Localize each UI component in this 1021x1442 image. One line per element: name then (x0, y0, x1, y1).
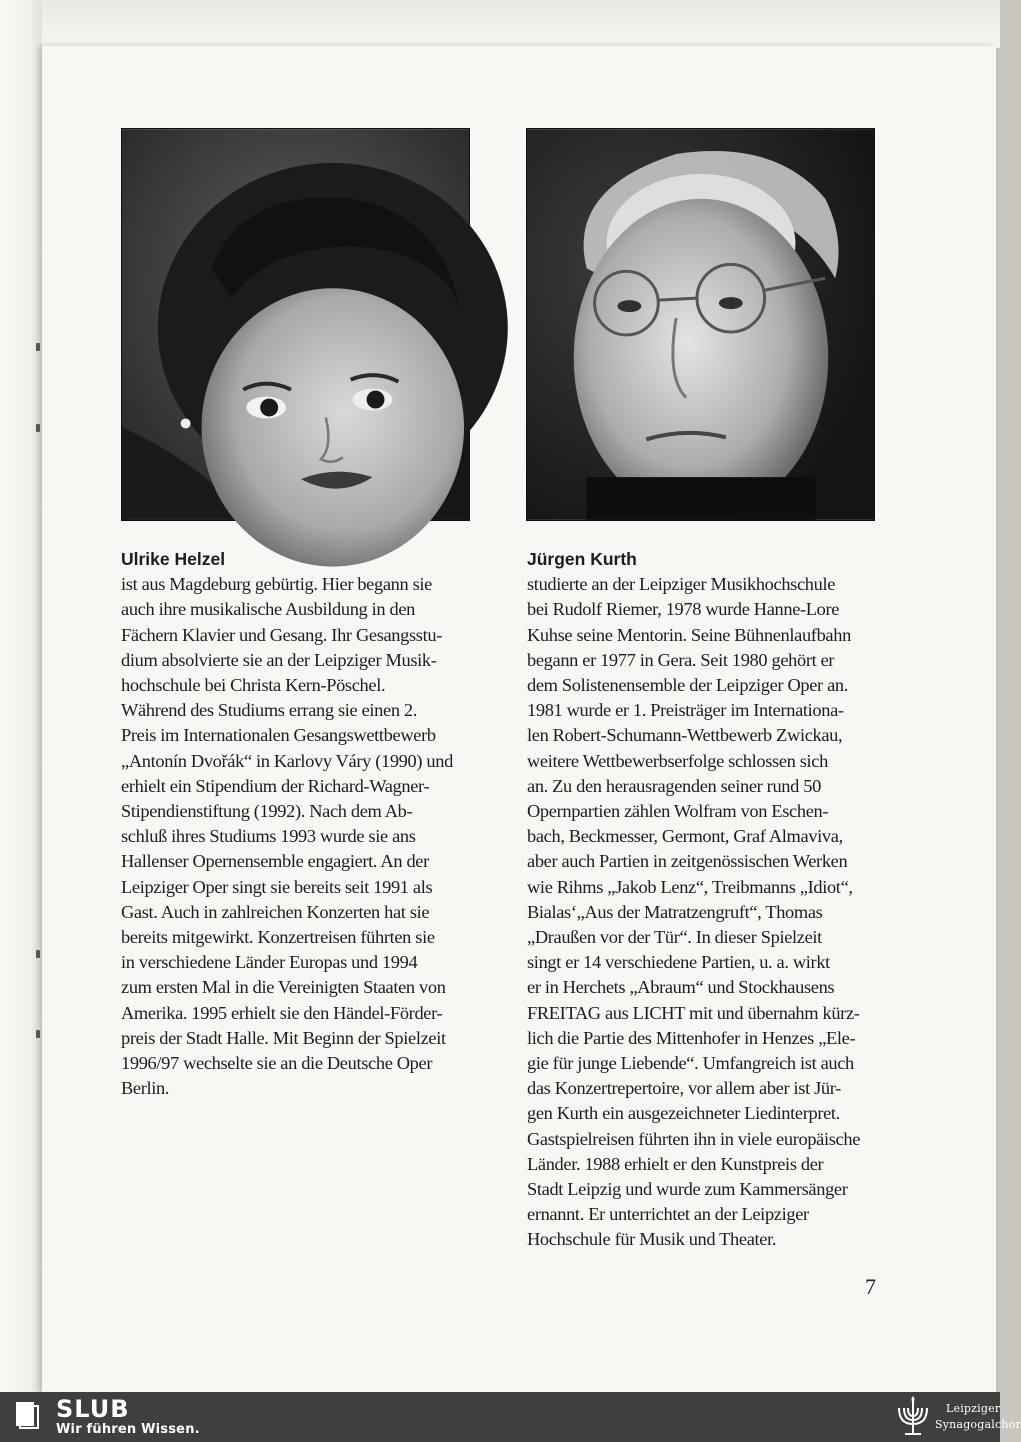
bio-line: weitere Wettbewerbserfolge schlossen sich (527, 750, 828, 771)
scan-left-edge (0, 0, 42, 1392)
bio-line: ernannt. Er unterrichtet an der Leipziger (527, 1204, 809, 1225)
bio-line: 1996/97 wechselte sie an die Deutsche Oper (121, 1053, 433, 1074)
bio-line: bei Rudolf Riemer, 1978 wurde Hanne-Lore (527, 599, 840, 620)
portrait-photo-icon (122, 129, 469, 520)
bio-line: ist aus Magdeburg gebürtig. Hier begann sie (121, 574, 432, 595)
slub-logo-icon[interactable] (14, 1400, 40, 1430)
bio-line: Hallenser Opernensemble engagiert. An der (121, 851, 429, 872)
bio-line: Länder. 1988 erhielt er den Kunstpreis der (527, 1153, 824, 1174)
staple-mark (36, 343, 40, 351)
bio-line: Stadt Leipzig und wurde zum Kammersänger (527, 1179, 848, 1200)
singer-name: Ulrike Helzel (121, 549, 226, 569)
bio-line: wie Rihms „Jakob Lenz“, Treibmanns „Idiot“, (527, 876, 853, 897)
bio-line: in verschiedene Länder Europas und 1994 (121, 952, 418, 973)
bio-line: bach, Beckmesser, Germont, Graf Almaviva, (527, 826, 843, 847)
bio-line: Opernpartien zählen Wolfram von Eschen- (527, 801, 829, 822)
biography-ulrike-helzel (121, 547, 476, 1101)
bio-line: Berlin. (121, 1078, 170, 1099)
bio-line: gen Kurth ein ausgezeichneter Liedinterpret. (527, 1103, 840, 1124)
scan-top-edge (0, 0, 1000, 48)
bio-line: studierte an der Leipziger Musikhochschule (527, 574, 836, 595)
bio-line: Stipendienstiftung (1992). Nach dem Ab- (121, 801, 413, 822)
portrait-photo-ulrike-helzel (121, 128, 470, 521)
bio-line: len Robert-Schumann-Wettbewerb Zwickau, (527, 725, 843, 746)
bio-line: gie für junge Liebende“. Umfangreich ist auch (527, 1053, 854, 1074)
bio-line: preis der Stadt Halle. Mit Beginn der Spielzeit (121, 1027, 446, 1048)
library-name[interactable]: SLUB (56, 1395, 130, 1423)
bio-line: an. Zu den herausragenden seiner rund 50 (527, 775, 821, 796)
bio-line: Amerika. 1995 erhielt sie den Händel-Förder- (121, 1002, 443, 1023)
bio-line: FREITAG aus LICHT mit und übernahm kürz- (527, 1002, 860, 1023)
bio-line: Gastspielreisen führten ihn in viele europäische (527, 1128, 861, 1149)
bio-line: „Antonín Dvořák“ in Karlovy Váry (1990) und (121, 750, 453, 771)
staple-mark (36, 1030, 40, 1038)
bio-line: „Draußen vor der Tür“. In dieser Spielzeit (527, 927, 822, 948)
bio-line: schluß ihres Studiums 1993 wurde sie ans (121, 826, 416, 847)
bio-line: er in Herchets „Abraum“ und Stockhausens (527, 977, 835, 998)
singer-name: Jürgen Kurth (527, 549, 637, 569)
bio-line: dem Solistenensemble der Leipziger Oper an. (527, 675, 848, 696)
staple-mark (36, 424, 40, 432)
portrait-photo-icon (527, 129, 874, 520)
bio-line: Bialas‘„Aus der Matratzengruft“, Thomas (527, 901, 823, 922)
menorah-logo-icon (893, 1394, 933, 1440)
portrait-photo-juergen-kurth (526, 128, 875, 521)
bio-line: Hochschule für Musik und Theater. (527, 1229, 777, 1250)
bio-line: bereits mitgewirkt. Konzertreisen führten sie (121, 927, 435, 948)
bio-line: dium absolvierte sie an der Leipziger Musik- (121, 649, 437, 670)
bio-line: Kuhse seine Mentorin. Seine Bühnenlaufbahn (527, 624, 851, 645)
partner-name-line2: Synagogalchor (935, 1418, 1021, 1431)
staple-mark (36, 950, 40, 958)
bio-line: singt er 14 verschiedene Partien, u. a. wirkt (527, 952, 830, 973)
bio-line: Leipziger Oper singt sie bereits seit 1991 als (121, 876, 433, 897)
page-number: 7 (865, 1274, 876, 1299)
partner-name-line1: Leipziger (946, 1402, 1001, 1415)
bio-line: Während des Studiums errang sie einen 2. (121, 700, 418, 721)
bio-line: Fächern Klavier und Gesang. Ihr Gesangsstu- (121, 624, 442, 645)
bio-line: Preis im Internationalen Gesangswettbewerb (121, 725, 436, 746)
biography-juergen-kurth (527, 547, 882, 1253)
bio-line: aber auch Partien in zeitgenössischen Werken (527, 851, 848, 872)
bio-line: lich die Partie des Mittenhofer in Henzes „Ele- (527, 1027, 856, 1048)
footer-bar (0, 1392, 1021, 1442)
bio-line: 1981 wurde er 1. Preisträger im Internationa- (527, 700, 844, 721)
bio-line: begann er 1977 in Gera. Seit 1980 gehört er (527, 649, 835, 670)
bio-line: Gast. Auch in zahlreichen Konzerten hat sie (121, 901, 430, 922)
bio-line: das Konzertrepertoire, vor allem aber ist Jür- (527, 1078, 841, 1099)
bio-line: auch ihre musikalische Ausbildung in den (121, 599, 415, 620)
bio-line: hochschule bei Christa Kern-Pöschel. (121, 675, 386, 696)
library-tagline: Wir führen Wissen. (56, 1422, 200, 1437)
bio-line: zum ersten Mal in die Vereinigten Staaten von (121, 977, 446, 998)
bio-line: erhielt ein Stipendium der Richard-Wagner- (121, 775, 430, 796)
